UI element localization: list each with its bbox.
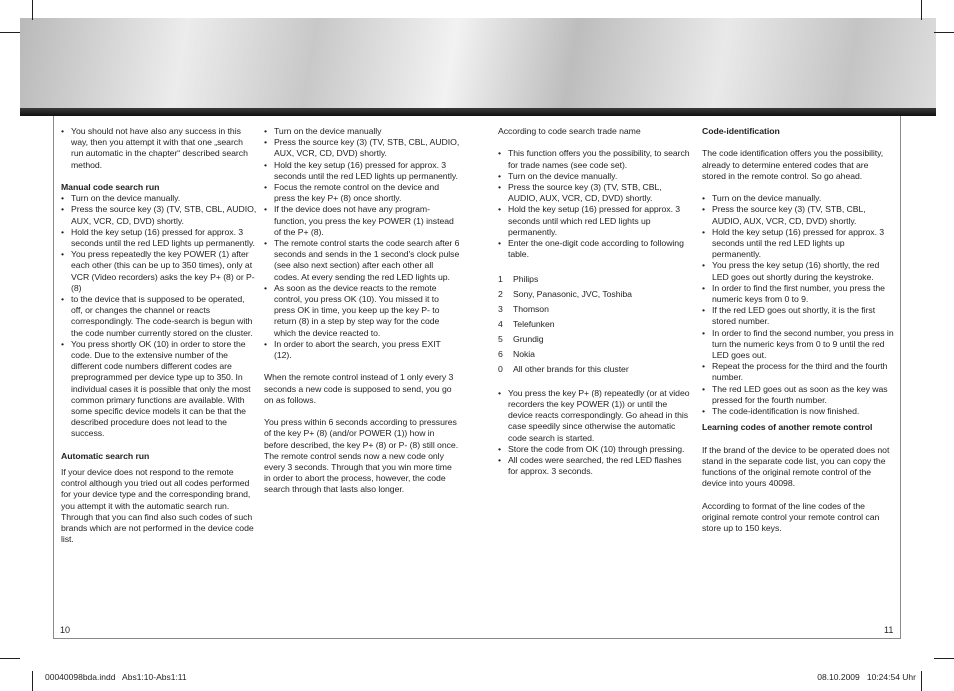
brand-name: Sony, Panasonic, JVC, Toshiba <box>513 288 632 299</box>
manual-search-heading: Manual code search run <box>61 182 160 192</box>
brand-row <box>498 347 690 362</box>
brand-row <box>498 287 690 302</box>
list-item: • This function offers you the possibility, to search for trade names (see code set). <box>498 148 690 170</box>
list-item: • You should not have also any success in this way, then you attempt it with that one „search run automatic in the chapter“ described search method. <box>61 126 257 171</box>
brand-row <box>498 362 690 377</box>
brand-row <box>498 272 690 287</box>
brand-name: Grundig <box>513 333 544 344</box>
paragraph: The code identification offers you the possibility, already to determine entered codes that are stored in the remote control. So go ahead. <box>702 148 884 181</box>
brand-name: Nokia <box>513 348 535 359</box>
list-item: • Hold the key setup (16) pressed for approx. 3 seconds until the red LED lights up permanently. <box>702 227 894 261</box>
list-item: • In order to find the second number, you press in turn the numeric keys from 0 to 9 until the red LED goes out. <box>702 328 894 362</box>
crop-mark-bottom-right-v <box>921 671 922 691</box>
list-item: • Store the code from OK (10) through pressing. <box>498 444 690 455</box>
list-item: • Enter the one-digit code according to following table. <box>498 238 690 260</box>
brand-name: Thomson <box>513 303 549 314</box>
list-item: • Hold the key setup (16) pressed for approx. 3 seconds until the red LED lights up permanently. <box>264 160 460 182</box>
page-number-right: 11 <box>884 625 894 635</box>
crop-mark-top-right-v <box>921 0 922 20</box>
column-1 <box>61 126 257 545</box>
header-banner-edge <box>20 108 936 116</box>
list-item: • All codes were searched, the red LED flashes for approx. 3 seconds. <box>498 455 690 477</box>
column-2 <box>264 126 460 496</box>
list-item: • Press the source key (3) (TV, STB, CBL, AUDIO, AUX, VCR, CD, DVD) shortly. <box>702 204 894 226</box>
print-slug-date: 08.10.2009 10:24:54 Uhr <box>817 672 916 682</box>
brand-name: All other brands for this cluster <box>513 363 629 374</box>
brand-number: 1 <box>498 273 503 284</box>
manual-search-list <box>61 193 257 439</box>
brand-row <box>498 317 690 332</box>
paragraph: According to format of the line codes of the original remote control your remote control can store up to 150 keys. <box>702 500 880 534</box>
trade-name-list-2 <box>498 388 690 478</box>
auto-search-text: If your device does not respond to the remote control although you tried out all codes performed for your device type and the corresponding brand, you attempt it with the automatic search run. Through that you can find also such codes of such brands which are not performed in the device code list. <box>61 467 254 545</box>
list-item: • You press repeatedly the key POWER (1) after each other (this can be up to 350 times), only at VCR (Video recorders) asks the key P+ (8) or P- (8) <box>61 249 257 294</box>
list-item: • Turn on the device manually. <box>61 193 257 204</box>
trade-name-list <box>498 148 690 260</box>
list-item: • Turn on the device manually <box>264 126 460 137</box>
list-item: • Hold the key setup (16) pressed for approx. 3 seconds until the red LED lights up permanently. <box>61 227 257 249</box>
list-item: • Focus the remote control on the device and press the key P+ (8) once shortly. <box>264 182 460 204</box>
list-item: • The code-identification is now finished. <box>702 406 894 417</box>
print-slug-file: 00040098bda.indd Abs1:10-Abs1:11 <box>45 672 187 682</box>
brand-number: 2 <box>498 288 503 299</box>
brand-number: 4 <box>498 318 503 329</box>
crop-mark-bottom-left-h <box>0 658 20 659</box>
crop-mark-top-left-h <box>0 32 20 33</box>
list-item: • As soon as the device reacts to the remote control, you press OK (10). You missed it to press OK in time, you keep up the key P- to return (8) in a step by step way for the code which the device reacted to. <box>264 283 460 339</box>
paragraph: You press within 6 seconds according to pressures of the key P+ (8) (and/or POWER (1)) how in before described, the key P+ (8) or P- (8) still once. The remote control sends now a new code only every 3 seconds. Through that you win more time in order to abort the process, however, the code search through that lasts also longer. <box>264 417 459 495</box>
list-item: • You press the key setup (16) shortly, the red LED goes out shortly during the keystroke. <box>702 260 894 282</box>
list-item: • The red LED goes out as soon as the key was pressed for the fourth number. <box>702 384 894 406</box>
list-item: • You press shortly OK (10) in order to store the code. Due to the extensive number of the different code numbers different codes are preprogrammed per device type up to 350. In individual cases it is possible that only the most common primary functions are available. With some specific device models it can be that the described procedure does not lead to the success. <box>61 339 257 440</box>
brand-name: Philips <box>513 273 539 284</box>
list-item: • The remote control starts the code search after 6 seconds and sends in the 1 second's clock pulse (see also next section) after each other all codes. At every sending the red LED lights up. <box>264 238 460 283</box>
list-item: • If the device does not have any program-function, you press the key POWER (1) instead of the P+ (8). <box>264 204 460 238</box>
paragraph: When the remote control instead of 1 only every 3 seconds a new code is supposed to send, you go on as follows. <box>264 372 454 405</box>
list-item: • In order to find the first number, you press the numeric keys from 0 to 9. <box>702 283 894 305</box>
list-item: • Press the source key (3) (TV, STB, CBL, AUDIO, AUX, VCR, CD, DVD) shortly. <box>498 182 690 204</box>
column-3 <box>498 126 690 477</box>
brand-table <box>498 272 690 377</box>
brand-number: 0 <box>498 363 503 374</box>
brand-number: 3 <box>498 303 503 314</box>
brand-row <box>498 302 690 317</box>
paragraph: If the brand of the device to be operated does not stand in the separate code list, you can copy the functions of the original remote control of the device into yours 40098. <box>702 444 890 489</box>
trade-name-heading: According to code search trade name <box>498 126 641 136</box>
auto-search-heading: Automatic search run <box>61 450 150 461</box>
list-item: • In order to abort the search, you press EXIT (12). <box>264 339 460 361</box>
brand-row <box>498 332 690 347</box>
crop-mark-bottom-right-h <box>934 658 954 659</box>
code-identification-list <box>702 193 894 417</box>
column-4 <box>702 126 894 534</box>
list-item: • Turn on the device manually. <box>702 193 894 204</box>
crop-mark-top-right-h <box>934 32 954 33</box>
brand-number: 5 <box>498 333 503 344</box>
learning-codes-heading: Learning codes of another remote control <box>702 422 873 433</box>
intro-list <box>61 126 257 171</box>
list-item: • Turn on the device manually. <box>498 171 690 182</box>
crop-mark-top-left-v <box>32 0 33 20</box>
search-run-list <box>264 126 460 361</box>
list-item: • If the red LED goes out shortly, it is the first stored number. <box>702 305 894 327</box>
brand-number: 6 <box>498 348 503 359</box>
list-item: • You press the key P+ (8) repeatedly (or at video recorders the key POWER (1)) or until the device reacts correspondingly. Go ahead in this case speedily since otherwise the automatic code search is started. <box>498 388 690 444</box>
crop-mark-bottom-left-v <box>32 671 33 691</box>
brand-name: Telefunken <box>513 318 555 329</box>
list-item: • Hold the key setup (16) pressed for approx. 3 seconds until which red LED lights up permanently. <box>498 204 690 238</box>
code-identification-heading: Code-identification <box>702 126 780 136</box>
header-banner <box>20 18 936 115</box>
list-item: • Press the source key (3) (TV, STB, CBL, AUDIO, AUX, VCR, CD, DVD) shortly. <box>61 204 257 226</box>
list-item: • to the device that is supposed to be operated, off, or changes the channel or reacts correspondingly. The code-search is begun with the code number currently stored on the cluster. <box>61 294 257 339</box>
page-number-left: 10 <box>60 625 71 635</box>
list-item: • Repeat the process for the third and the fourth number. <box>702 361 894 383</box>
list-item: • Press the source key (3) (TV, STB, CBL, AUDIO, AUX, VCR, CD, DVD) shortly. <box>264 137 460 159</box>
